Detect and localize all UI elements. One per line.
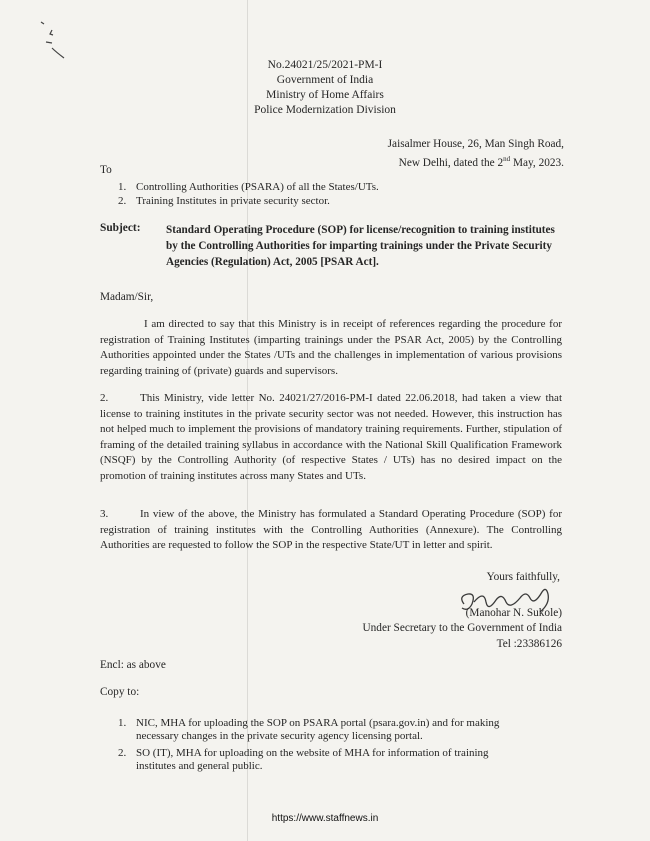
signatory-tel: Tel :23386126 bbox=[496, 638, 562, 650]
division-title: Police Modernization Division bbox=[254, 104, 396, 116]
paragraph-3: 3. In view of the above, the Ministry has formulated a Standard Operating Procedure (SOP) for registration of training institutes with the Controlling Authorities (Annexure). The Controlling Authorities are requested to follow the SOP in the respective State/UT in letter and spirit. bbox=[100, 508, 562, 551]
copy-to-item: 1. NIC, MHA for uploading the SOP on PSARA portal (psara.gov.in) and for making bbox=[118, 717, 500, 729]
footer-url[interactable]: https://www.staffnews.in bbox=[271, 813, 379, 824]
address-line-1: Jaisalmer House, 26, Man Singh Road, bbox=[387, 138, 564, 150]
address-line-2: New Delhi, dated the 2nd May, 2023. bbox=[398, 155, 564, 169]
govt-title: Government of India bbox=[276, 74, 374, 86]
subject-label: Subject: bbox=[100, 222, 141, 234]
yours-faithfully: Yours faithfully, bbox=[486, 571, 560, 583]
to-label: To bbox=[100, 164, 112, 176]
to-item: 1. Controlling Authorities (PSARA) of all the States/UTs. bbox=[118, 181, 379, 193]
enclosure: Encl: as above bbox=[100, 659, 166, 671]
copy-to-item: 2. SO (IT), MHA for uploading on the website of MHA for information of training bbox=[118, 747, 489, 759]
copy-to-label: Copy to: bbox=[100, 686, 140, 698]
paragraph-2: 2. This Ministry, vide letter No. 24021/27/2016-PM-I dated 22.06.2018, had taken a view that license to training institutes in the private security sector was not needed. However, this instruction has not helped much to implement the provisions of mandatory training requirements. Further, stipulation of framing of the detailed training syllabus in accordance with the National Skill Qualification Framework (NSQF) by the Controlling Authority (of respective States / UTs) has no desired impact on the promotion of training institutes across many States and UTs. bbox=[100, 392, 562, 482]
subject-text: Standard Operating Procedure (SOP) for license/recognition to training institutes by the Controlling Authorities for imparting trainings under the Private Security Agencies (Regulation) Act, 2005 [PSAR Act]. bbox=[166, 224, 555, 268]
copy-to-item-cont: institutes and general public. bbox=[136, 760, 263, 772]
salutation: Madam/Sir, bbox=[100, 291, 154, 303]
signatory-designation: Under Secretary to the Government of India bbox=[362, 622, 562, 634]
file-number: No.24021/25/2021-PM-I bbox=[267, 59, 383, 71]
to-item: 2. Training Institutes in private security sector. bbox=[118, 195, 330, 207]
copy-to-item-cont: necessary changes in the private security agency licensing portal. bbox=[136, 730, 423, 742]
ministry-title: Ministry of Home Affairs bbox=[266, 89, 384, 101]
paragraph-1: I am directed to say that this Ministry is in receipt of references regarding the procedure for registration of Training Institutes (imparting trainings under the PSAR Act, 2005) by the Controlling Authorities appointed under the States /UTs and the challenges in implementation of various provisions regarding training of (private) guards and supervisors. bbox=[100, 318, 562, 377]
signatory-name: (Manohar N. Sukole) bbox=[465, 607, 562, 619]
